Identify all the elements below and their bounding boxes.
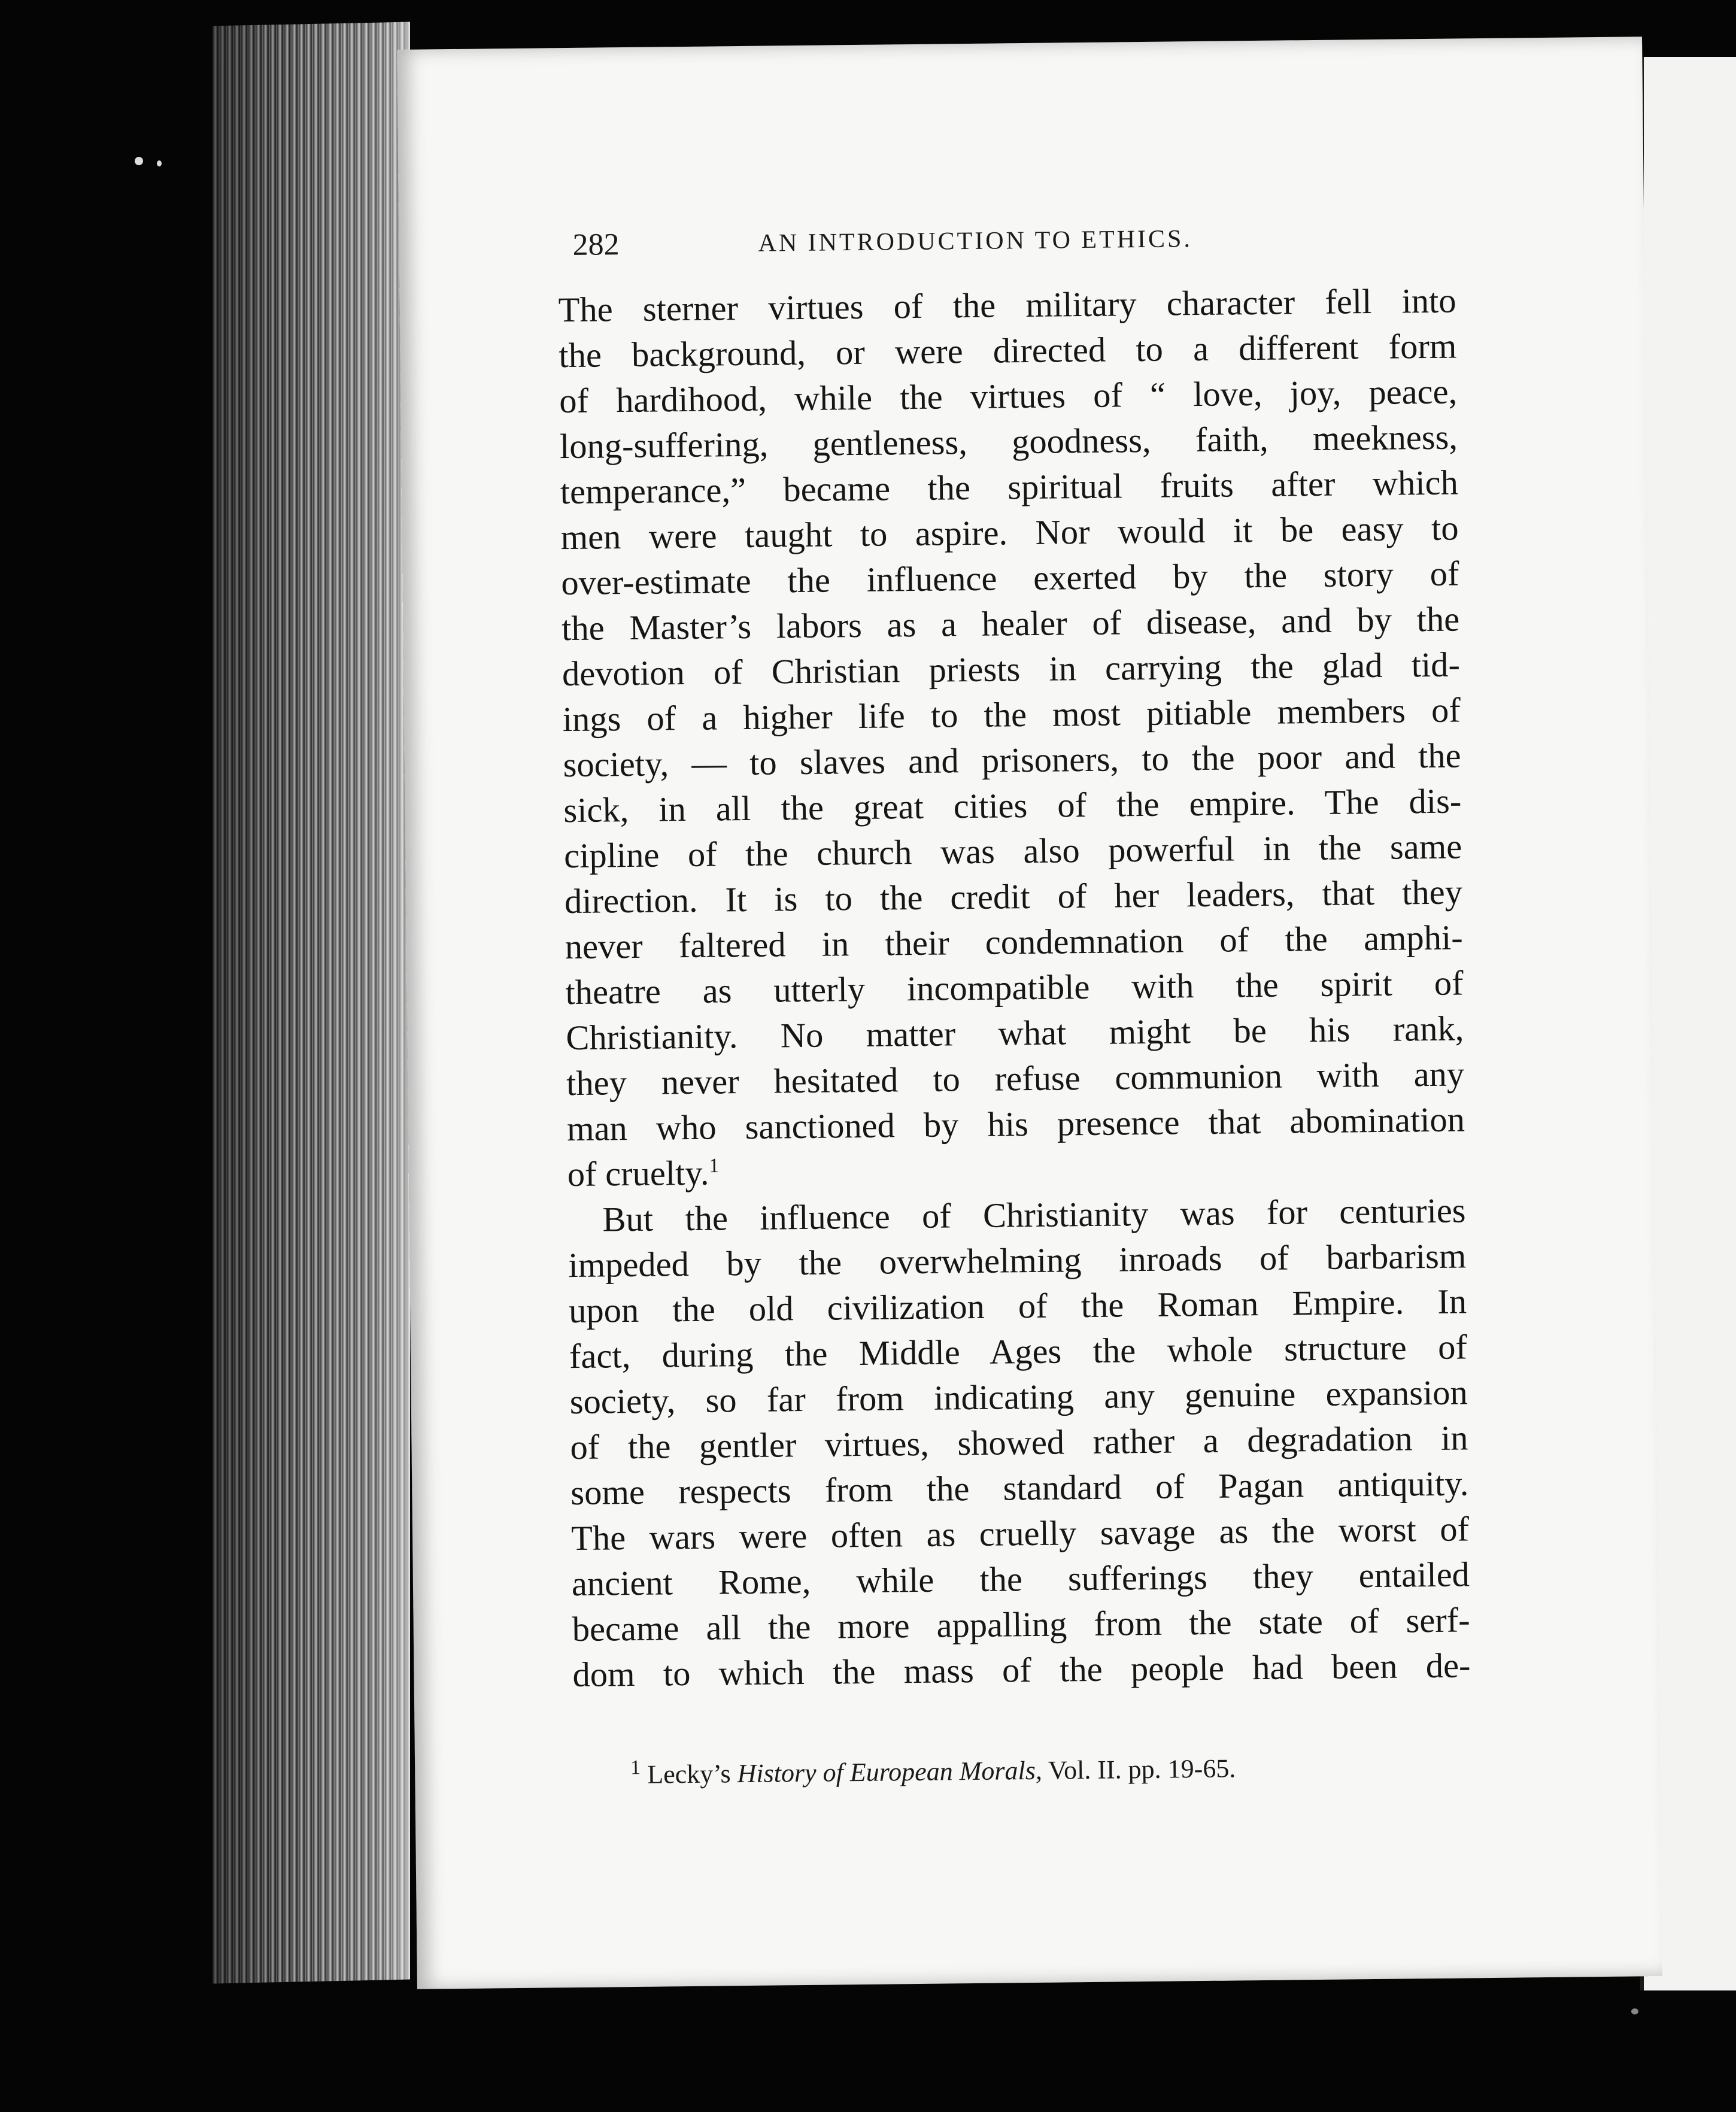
text-line: men were taught to aspire. Nor would it be easy to — [560, 508, 1459, 557]
text-line-content: of cruelty. — [567, 1153, 709, 1194]
text-line: But the influence of Christianity was for centuries — [602, 1191, 1466, 1239]
text-line: upon the old civilization of the Roman Empire. In — [568, 1282, 1467, 1331]
footnote-author: Lecky’s — [647, 1759, 731, 1789]
text-line: never faltered in their condemnation of the amphi- — [564, 918, 1464, 967]
text-line: long-suffering, gentleness, goodness, faith, meekness, — [559, 417, 1458, 466]
dust-speck — [1631, 2008, 1638, 2014]
body-text — [558, 278, 1471, 1698]
footnote-title: History of European Morals, — [737, 1755, 1043, 1789]
running-title: AN INTRODUCTION TO ETHICS. — [758, 225, 1193, 257]
text-line: dom to which the mass of the people had been de- — [572, 1646, 1471, 1695]
text-line: The sterner virtues of the military character fell into — [558, 281, 1456, 330]
text-line: temperance,” became the spiritual fruits after which — [560, 463, 1459, 512]
text-line: ancient Rome, while the sufferings they entailed — [571, 1555, 1470, 1604]
running-header — [572, 219, 1363, 275]
text-line: of the gentler virtues, showed rather a degradation in — [570, 1418, 1468, 1467]
text-line: devotion of Christian priests in carrying the glad tid- — [562, 645, 1461, 694]
text-line: fact, during the Middle Ages the whole structure of — [569, 1327, 1468, 1376]
book-page — [397, 37, 1662, 1989]
footnote-marker: 1 — [630, 1756, 641, 1779]
text-line: society, so far from indicating any genuine expansion — [569, 1373, 1468, 1422]
footnote — [630, 1751, 1409, 1790]
text-line: society, — to slaves and prisoners, to the poor and the — [563, 736, 1461, 785]
text-line: theatre as utterly incompatible with the spirit of — [565, 963, 1464, 1012]
text-line: of hardihood, while the virtues of “ love, joy, peace, — [559, 372, 1458, 421]
text-line: impeded by the overwhelming inroads of barbarism — [568, 1236, 1467, 1285]
page-edges-shadow — [213, 22, 410, 1984]
text-line: over-estimate the influence exerted by the story of — [561, 554, 1459, 603]
text-line: direction. It is to the credit of her leaders, that they — [564, 872, 1463, 921]
text-line: cipline of the church was also powerful in the same — [563, 827, 1462, 876]
text-line: man who sanctioned by his presence that abomination — [566, 1100, 1465, 1149]
text-line: they never hesitated to refuse communion with any — [566, 1054, 1465, 1103]
text-line: The wars were often as cruelly savage as the worst of — [570, 1509, 1470, 1558]
text-line: the background, or were directed to a different form — [559, 326, 1457, 375]
text-line: some respects from the standard of Pagan antiquity. — [570, 1464, 1469, 1513]
text-line: ings of a higher life to the most pitiable members of — [562, 690, 1461, 739]
text-line: the Master’s labors as a healer of disease, and by the — [561, 599, 1460, 648]
page-number: 282 — [572, 227, 620, 262]
footnote-reference-text: Vol. II. pp. 19-65. — [1048, 1753, 1236, 1785]
footnote-reference: 1 — [709, 1154, 720, 1178]
dust-speck — [157, 160, 162, 166]
text-line: became all the more appalling from the state of serf- — [572, 1600, 1470, 1649]
dust-speck — [135, 157, 143, 165]
text-line: sick, in all the great cities of the empire. The dis- — [563, 781, 1462, 830]
text-line: Christianity. No matter what might be his rank, — [566, 1009, 1464, 1058]
